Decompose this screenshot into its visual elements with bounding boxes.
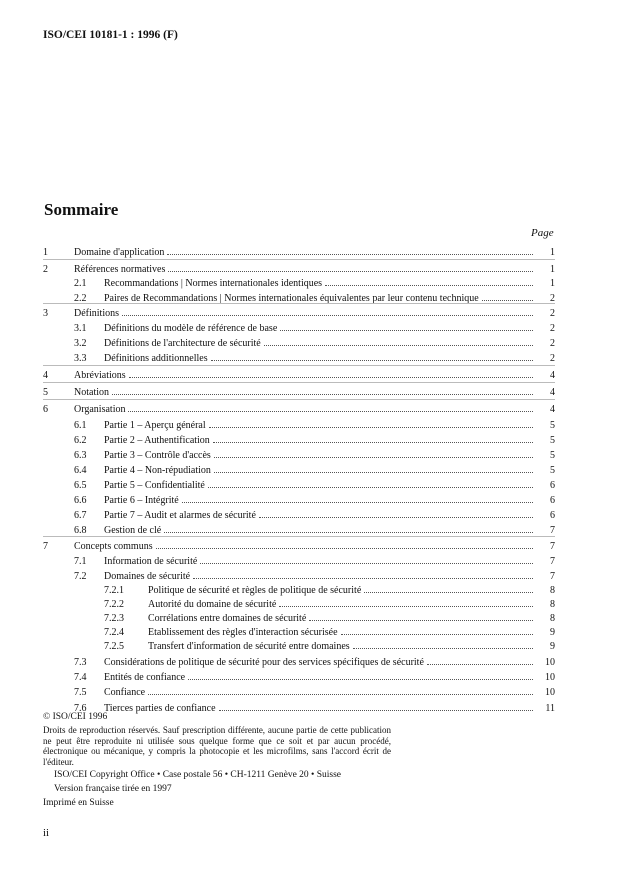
toc-entry[interactable]	[104, 671, 535, 685]
toc-page: 7	[550, 525, 555, 536]
toc-number: 4	[43, 370, 48, 381]
toc-number: 2	[43, 264, 48, 275]
printed-in: Imprimé en Suisse	[43, 798, 114, 808]
toc-row	[0, 598, 622, 612]
dot-leader	[214, 472, 533, 473]
toc-entry[interactable]	[74, 307, 535, 321]
toc-entry[interactable]	[104, 449, 535, 463]
toc-row	[0, 403, 622, 417]
toc-page: 8	[550, 599, 555, 610]
toc-number: 6	[43, 404, 48, 415]
dot-leader	[112, 394, 533, 395]
toc-page: 7	[550, 571, 555, 582]
toc-label: Notation	[74, 387, 109, 398]
toc-number: 6.2	[74, 435, 87, 446]
toc-entry[interactable]	[74, 246, 535, 260]
toc-row	[0, 322, 622, 336]
toc-number: 7.1	[74, 556, 87, 567]
toc-number: 6.6	[74, 495, 87, 506]
toc-page: 6	[550, 495, 555, 506]
toc-page: 8	[550, 613, 555, 624]
dot-leader	[341, 634, 533, 635]
toc-entry[interactable]	[104, 479, 535, 493]
toc-label: Autorité du domaine de sécurité	[148, 599, 277, 610]
page-number: ii	[43, 827, 50, 839]
toc-page: 1	[550, 247, 555, 258]
dot-leader	[219, 710, 533, 711]
version-note: Version française tirée en 1997	[54, 784, 172, 794]
toc-entry[interactable]	[104, 337, 535, 351]
toc-row	[0, 540, 622, 554]
toc-label: Recommandations | Normes internationales identiques	[104, 278, 323, 289]
toc-label: Partie 1 – Aperçu général	[104, 420, 206, 431]
toc-entry[interactable]	[74, 540, 535, 554]
toc-label: Domaines de sécurité	[104, 571, 191, 582]
toc-page: 7	[550, 556, 555, 567]
dot-leader	[214, 457, 533, 458]
toc-label: Partie 2 – Authentification	[104, 435, 210, 446]
dot-leader	[279, 606, 533, 607]
toc-row	[0, 671, 622, 685]
toc-page: 2	[550, 323, 555, 334]
toc-row	[0, 337, 622, 351]
toc-entry[interactable]	[104, 434, 535, 448]
toc-entry[interactable]	[74, 263, 535, 277]
toc-label: Partie 7 – Audit et alarmes de sécurité	[104, 510, 256, 521]
dot-leader	[148, 694, 533, 695]
toc-label: Paires de Recommandations | Normes internationales équivalentes par leur contenu technique	[104, 293, 479, 304]
toc-row	[0, 246, 622, 260]
toc-page: 6	[550, 510, 555, 521]
toc-number: 7.4	[74, 672, 87, 683]
toc-page: 5	[550, 450, 555, 461]
toc-row	[0, 307, 622, 321]
toc-label: Domaine d'application	[74, 247, 165, 258]
toc-page: 4	[550, 404, 555, 415]
toc-number: 2.1	[74, 278, 87, 289]
toc-row	[0, 640, 622, 654]
toc-label: Etablissement des règles d'interaction sécurisée	[148, 627, 338, 638]
dot-leader	[427, 664, 533, 665]
toc-row	[0, 434, 622, 448]
toc-number: 7.2.1	[104, 585, 124, 596]
toc-row	[0, 449, 622, 463]
toc-entry[interactable]	[148, 584, 535, 598]
toc-number: 3.1	[74, 323, 87, 334]
toc-row	[0, 656, 622, 670]
toc-number: 1	[43, 247, 48, 258]
dot-leader	[156, 548, 533, 549]
toc-label: Considérations de politique de sécurité pour des services spécifiques de sécurité	[104, 657, 424, 668]
dot-leader	[325, 285, 533, 286]
toc-number: 5	[43, 387, 48, 398]
toc-page: 4	[550, 387, 555, 398]
toc-number: 6.4	[74, 465, 87, 476]
section-divider	[43, 399, 555, 400]
toc-label: Partie 5 – Confidentialité	[104, 480, 205, 491]
toc-label: Organisation	[74, 404, 126, 415]
toc-page: 10	[545, 657, 555, 668]
dot-leader	[200, 563, 533, 564]
toc-page: 1	[550, 278, 555, 289]
toc-label: Politique de sécurité et règles de politique de sécurité	[148, 585, 362, 596]
toc-label: Transfert d'information de sécurité entre domaines	[148, 641, 350, 652]
toc-row	[0, 626, 622, 640]
toc-page: 9	[550, 627, 555, 638]
section-divider	[43, 365, 555, 366]
toc-page: 1	[550, 264, 555, 275]
toc-label: Information de sécurité	[104, 556, 198, 567]
section-divider	[43, 303, 555, 304]
dot-leader	[129, 377, 533, 378]
toc-label: Gestion de clé	[104, 525, 162, 536]
dot-leader	[213, 442, 533, 443]
toc-entry[interactable]	[148, 612, 535, 626]
toc-label: Partie 3 – Contrôle d'accès	[104, 450, 211, 461]
toc-page: 5	[550, 435, 555, 446]
toc-page: 2	[550, 338, 555, 349]
toc-entry[interactable]	[104, 464, 535, 478]
toc-label: Définitions	[74, 308, 119, 319]
toc-label: Définitions additionnelles	[104, 353, 208, 364]
toc-number: 6.7	[74, 510, 87, 521]
dot-leader	[208, 487, 533, 488]
toc-page: 2	[550, 293, 555, 304]
dot-leader	[164, 532, 533, 533]
toc-row	[0, 555, 622, 569]
dot-leader	[128, 411, 533, 412]
toc-entry[interactable]	[148, 640, 535, 654]
toc-number: 7.5	[74, 687, 87, 698]
toc-number: 6.8	[74, 525, 87, 536]
toc-entry[interactable]	[104, 322, 535, 336]
toc-page: 11	[545, 703, 555, 714]
dot-leader	[168, 271, 533, 272]
toc-row	[0, 369, 622, 383]
dot-leader	[353, 648, 533, 649]
toc-entry[interactable]	[148, 598, 535, 612]
toc-entry[interactable]	[104, 277, 535, 291]
toc-row	[0, 509, 622, 523]
toc-page: 6	[550, 480, 555, 491]
toc-number: 7.2.4	[104, 627, 124, 638]
dot-leader	[211, 360, 533, 361]
toc-number: 3.2	[74, 338, 87, 349]
toc-page: 8	[550, 585, 555, 596]
toc-entry[interactable]	[104, 555, 535, 569]
toc-row	[0, 263, 622, 277]
toc-entry[interactable]	[148, 626, 535, 640]
toc-label: Tierces parties de confiance	[104, 703, 216, 714]
dot-leader	[188, 679, 533, 680]
toc-page: 10	[545, 672, 555, 683]
toc-row	[0, 570, 622, 584]
dot-leader	[122, 315, 533, 316]
toc-entry[interactable]	[104, 352, 535, 366]
toc-number: 7.2	[74, 571, 87, 582]
section-divider	[43, 259, 555, 260]
dot-leader	[209, 427, 533, 428]
document-header: ISO/CEI 10181-1 : 1996 (F)	[43, 29, 178, 41]
copyright-line: © ISO/CEI 1996	[43, 712, 108, 722]
section-divider	[43, 536, 555, 537]
toc-label: Références normatives	[74, 264, 166, 275]
dot-leader	[182, 502, 533, 503]
toc-page: 5	[550, 465, 555, 476]
toc-entry[interactable]	[104, 656, 535, 670]
dot-leader	[364, 592, 533, 593]
page-title: Sommaire	[44, 200, 119, 219]
toc-number: 7	[43, 541, 48, 552]
toc-label: Entités de confiance	[104, 672, 186, 683]
toc-entry[interactable]	[74, 386, 535, 400]
toc-entry[interactable]	[104, 494, 535, 508]
toc-entry[interactable]	[74, 403, 535, 417]
toc-number: 7.6	[74, 703, 87, 714]
toc-entry[interactable]	[104, 570, 535, 584]
legal-notice: Droits de reproduction réservés. Sauf prescription différente, aucune partie de cette publication ne peut être reproduite ni utilisée sous quelque forme que ce soit et par aucun procédé, électronique ou mécanique, y compris la photocopie et les microfilms, sans l'accord écrit de l'éditeur.	[43, 725, 391, 767]
toc-page: 9	[550, 641, 555, 652]
toc-row	[0, 277, 622, 291]
toc-label: Corrélations entre domaines de sécurité	[148, 613, 307, 624]
toc-number: 3	[43, 308, 48, 319]
toc-number: 2.2	[74, 293, 87, 304]
toc-page: 5	[550, 420, 555, 431]
toc-row	[0, 352, 622, 366]
toc-number: 3.3	[74, 353, 87, 364]
toc-label: Partie 4 – Non-répudiation	[104, 465, 211, 476]
toc-entry[interactable]	[104, 702, 535, 716]
toc-row	[0, 584, 622, 598]
toc-entry[interactable]	[74, 369, 535, 383]
dot-leader	[259, 517, 533, 518]
toc-row	[0, 479, 622, 493]
page-column-label: Page	[531, 227, 554, 239]
toc-page: 10	[545, 687, 555, 698]
toc-label: Abréviations	[74, 370, 126, 381]
toc-row	[0, 386, 622, 400]
toc-label: Confiance	[104, 687, 146, 698]
toc-number: 7.2.3	[104, 613, 124, 624]
toc-page: 2	[550, 353, 555, 364]
toc-label: Partie 6 – Intégrité	[104, 495, 179, 506]
toc-number: 6.3	[74, 450, 87, 461]
dot-leader	[167, 254, 533, 255]
toc-entry[interactable]	[104, 419, 535, 433]
toc-row	[0, 686, 622, 700]
dot-leader	[482, 300, 533, 301]
toc-number: 7.2.2	[104, 599, 124, 610]
toc-number: 6.5	[74, 480, 87, 491]
toc-row	[0, 494, 622, 508]
toc-row	[0, 419, 622, 433]
toc-number: 7.3	[74, 657, 87, 668]
toc-page: 7	[550, 541, 555, 552]
toc-label: Concepts communs	[74, 541, 153, 552]
toc-row	[0, 464, 622, 478]
dot-leader	[193, 578, 533, 579]
section-divider	[43, 382, 555, 383]
dot-leader	[309, 620, 533, 621]
toc-page: 4	[550, 370, 555, 381]
dot-leader	[280, 330, 533, 331]
toc-page: 2	[550, 308, 555, 319]
toc-entry[interactable]	[104, 686, 535, 700]
toc-row	[0, 612, 622, 626]
dot-leader	[264, 345, 533, 346]
toc-label: Définitions du modèle de référence de base	[104, 323, 278, 334]
toc-entry[interactable]	[104, 509, 535, 523]
toc-number: 7.2.5	[104, 641, 124, 652]
toc-number: 6.1	[74, 420, 87, 431]
copyright-office: ISO/CEI Copyright Office • Case postale 56 • CH-1211 Genève 20 • Suisse	[54, 770, 342, 780]
toc-label: Définitions de l'architecture de sécurité	[104, 338, 261, 349]
